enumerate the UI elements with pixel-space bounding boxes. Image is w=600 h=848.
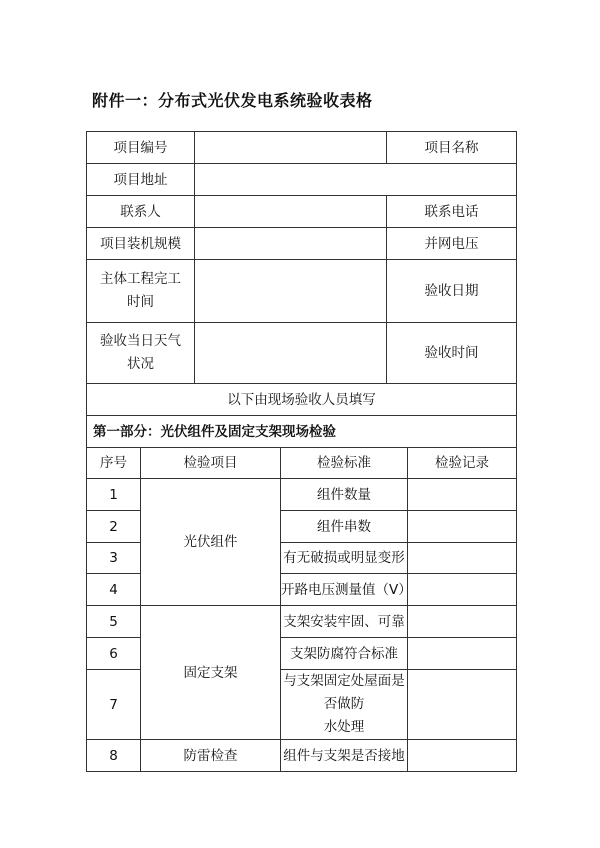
row-standard-line1: 与支架固定处屋面是否做防 bbox=[283, 673, 405, 712]
weather-value[interactable] bbox=[195, 323, 387, 384]
row-standard: 支架安装牢固、可靠 bbox=[281, 606, 408, 638]
project-address-value[interactable] bbox=[195, 164, 517, 196]
project-no-value[interactable] bbox=[195, 132, 387, 164]
row-standard: 组件串数 bbox=[281, 511, 408, 543]
capacity-label: 项目装机规模 bbox=[87, 228, 195, 260]
table-row bbox=[87, 132, 517, 164]
grid-voltage-label: 并网电压 bbox=[387, 228, 517, 260]
table-row bbox=[87, 323, 517, 384]
contact-phone-label: 联系电话 bbox=[387, 196, 517, 228]
document-title: 附件一：分布式光伏发电系统验收表格 bbox=[92, 91, 373, 110]
row-standard bbox=[281, 670, 408, 740]
completion-value[interactable] bbox=[195, 260, 387, 323]
row-standard-line2: 水处理 bbox=[323, 719, 365, 735]
row-standard: 开路电压测量值（V） bbox=[281, 574, 408, 606]
project-name-label-cell: 项目名称 bbox=[387, 132, 517, 164]
project-no-label: 项目编号 bbox=[87, 132, 195, 164]
row-no: 4 bbox=[87, 574, 141, 606]
row-no: 6 bbox=[87, 638, 141, 670]
row-record[interactable] bbox=[408, 479, 517, 511]
weather-label bbox=[87, 323, 195, 384]
capacity-value[interactable] bbox=[195, 228, 387, 260]
header-standard: 检验标准 bbox=[281, 448, 408, 479]
table-row bbox=[87, 448, 517, 479]
header-no: 序号 bbox=[87, 448, 141, 479]
row-record[interactable] bbox=[408, 740, 517, 772]
table-row bbox=[87, 606, 517, 638]
header-record: 检验记录 bbox=[408, 448, 517, 479]
table-row bbox=[87, 416, 517, 448]
row-no: 8 bbox=[87, 740, 141, 772]
table-row bbox=[87, 260, 517, 323]
row-no: 3 bbox=[87, 543, 141, 574]
acceptance-table bbox=[86, 131, 517, 772]
table-row bbox=[87, 479, 517, 511]
row-standard: 组件与支架是否接地 bbox=[281, 740, 408, 772]
table-row bbox=[87, 740, 517, 772]
project-address-label: 项目地址 bbox=[87, 164, 195, 196]
group-bracket: 固定支架 bbox=[141, 606, 281, 740]
row-standard: 组件数量 bbox=[281, 479, 408, 511]
acceptance-date-label: 验收日期 bbox=[387, 260, 517, 323]
row-record[interactable] bbox=[408, 543, 517, 574]
table-row bbox=[87, 384, 517, 416]
row-standard: 支架防腐符合标准 bbox=[281, 638, 408, 670]
row-record[interactable] bbox=[408, 511, 517, 543]
table-row bbox=[87, 228, 517, 260]
row-no: 7 bbox=[87, 670, 141, 740]
row-no: 2 bbox=[87, 511, 141, 543]
header-item: 检验项目 bbox=[141, 448, 281, 479]
part1-title: 第一部分：光伏组件及固定支架现场检验 bbox=[87, 416, 517, 448]
weather-label-line1: 验收当日天气 bbox=[100, 333, 181, 349]
row-record[interactable] bbox=[408, 638, 517, 670]
table-row bbox=[87, 196, 517, 228]
contact-label: 联系人 bbox=[87, 196, 195, 228]
row-no: 5 bbox=[87, 606, 141, 638]
contact-value[interactable] bbox=[195, 196, 387, 228]
row-no: 1 bbox=[87, 479, 141, 511]
completion-label-line1: 主体工程完工 bbox=[100, 271, 181, 287]
row-record[interactable] bbox=[408, 670, 517, 740]
group-lightning: 防雷检查 bbox=[141, 740, 281, 772]
row-standard: 有无破损或明显变形 bbox=[281, 543, 408, 574]
row-record[interactable] bbox=[408, 606, 517, 638]
table-row bbox=[87, 164, 517, 196]
acceptance-time-label: 验收时间 bbox=[387, 323, 517, 384]
weather-label-line2: 状况 bbox=[127, 356, 154, 372]
completion-label bbox=[87, 260, 195, 323]
row-record[interactable] bbox=[408, 574, 517, 606]
completion-label-line2: 时间 bbox=[127, 294, 154, 310]
group-modules: 光伏组件 bbox=[141, 479, 281, 606]
onsite-note: 以下由现场验收人员填写 bbox=[87, 384, 517, 416]
